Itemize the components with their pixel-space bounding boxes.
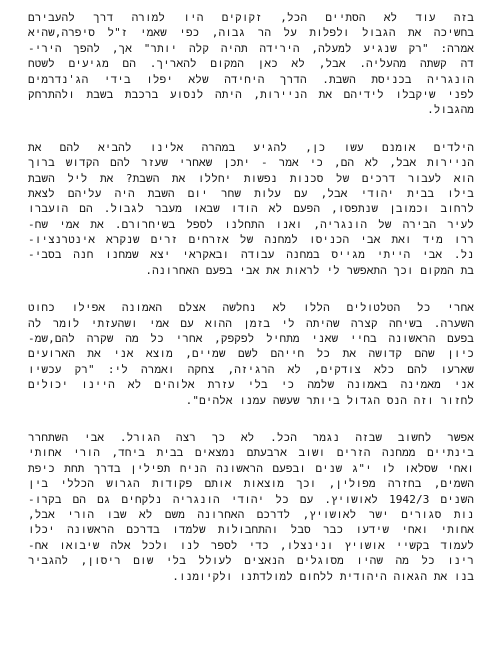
text-line: כיון שהם קדושה את כל חייהם לשם שמיים, מוצא אני את הארועים (28, 347, 474, 361)
text-line: השמים, בחזרה מפולין, וכך מוצאות אותם פקודות הגרוש הכללי בין (28, 477, 474, 491)
text-line: אפשר לחשוב שבזה נגמר הכל. לא כך רצה הגורל. אבי השתחרר (28, 430, 474, 444)
text-line: ואחי שסלאו לו י"ג שנים ובפעם הראשונה הניח תפילין בדרך תחת כיפת (28, 461, 474, 475)
text-line: אמרה: "רק שנגיע למעלה, הירידה תהיה קלה יותר" אך, להפך הירי- (28, 41, 474, 55)
text-line: הניירות אבל, לא הם, כי אמר - יתכן שאחרי שעזר להם הקדוש ברוך (28, 156, 474, 170)
text-line: לעיר הבירה של הונגריה, ואנו התחלנו לספל בשיחרורם. את אמי שח- (28, 217, 474, 231)
text-line: לפני שיקבלו לידיהם את הניירות, היתה לנסוע ברכבת בשבת ולהתרחק (28, 87, 474, 101)
text-line: הונגריה בכניסת השבת. הדרך היחידה שלא יפלו בידי הג'נדרמים (28, 72, 474, 86)
paragraph-3 (28, 300, 474, 408)
text-line: לחזור וזה הנס הגדול ביותר שעשה עמנו אלהים". (185, 393, 474, 407)
text-line: השערה. בשיחה קצרה שהיתה לי בזמן ההוא עם אמי ושהעזתי לומר לה (28, 316, 474, 330)
text-line: נל. אבי הייתי מגייס במחנה עבודה ובאקראי יצא שמחנו חנה בסבי- (28, 248, 474, 262)
text-line: שארעו להם כלא צודקים, לא הרגיזה, צחקה ואמרה לי: "רק עכשיו (28, 362, 474, 376)
text-line: בת המקום וכך התאפשר לי לראות את אבי בפעם האחרונה. (145, 263, 474, 277)
text-line: השנים 1942/3 לאושויץ. עם כל יהודי הונגריה נלקחים גם הם בקרו- (28, 492, 474, 506)
text-line: בזה עוד לא הסתיים הכל, זקוקים היו למורה דרך להעבירם (28, 11, 474, 24)
text-line: אחרי כל הטלטולים הללו לא נחלשה אצלם האמונה אפילו כחוט (28, 301, 474, 315)
document-page (28, 10, 474, 636)
paragraph-spacer (28, 118, 474, 140)
text-line: מהגבול. (427, 103, 474, 117)
text-line: הילדים אומנם עשו כן, להגיע במהרה אלינו להביא להם את (28, 140, 474, 154)
text-line: בנו את הגאוה היהודית ללחום למולדתנו ולקיומנו. (172, 569, 474, 583)
text-line: בילו בבית יהודי אבל, עם עלות שחר יום השבת היה עליהם לצאת (28, 186, 474, 200)
text-line: אני מאמינה באמונה שלמה כי בלי עזרת אלוהים לא היינו יכולים (28, 378, 474, 392)
paragraph-spacer (28, 408, 474, 430)
text-line: לרחוב וכמובן שנתפסו, הפעם לא הודו שבאו מעבר לגבול. הם הועברו (28, 202, 474, 216)
paragraph-spacer (28, 278, 474, 300)
text-line: בפעם הראשונה בחיי שאני מתחיל לפקפק, אחרי כל מה שקרה להם,שמ- (28, 332, 474, 346)
text-line: נות סגורים ישר לאושויץ, לדרכם האחרונה משם לא שבו הורי אבל, (28, 507, 474, 521)
text-line: רינו כל מה שהיו מסוגלים הנאצים לעולל בלי שום ריסון, להגביר (28, 554, 474, 568)
paragraph-1 (28, 10, 474, 118)
text-line: בינתיים ממחנה הזרים ושוב ארבעתם נמצאים בבית ביחד, הורי אחותי (28, 446, 474, 460)
text-line: הוא לעבור דרכים של סכנות נפשות יחללו את השבת? את ליל השבת (28, 171, 474, 185)
text-line: בחשיכה את הגבול ולפלות על הר גבוה, כפי שאמי ז"ל סיפרה,שהיא (28, 26, 474, 40)
text-line: לעמוד בקשיי אושויץ ונינצלו, כדי לספר לנו ולכל אלה שיבואו אח- (28, 538, 474, 552)
paragraph-2 (28, 140, 474, 279)
paragraph-4 (28, 430, 474, 584)
text-line: אחותי ואחי שידעו כבר סבל והתחבולות שלמדו בדרכם הראשונה יכלו (28, 523, 474, 537)
text-line: ררו מיד ואת אבי הכניסו למחנה של אזרחים זרים שנקרא אינטרנציו- (28, 233, 474, 247)
text-line: דה קשתה מהעליה. אבל, לא כאן המקום להאריך. הם מגיעים לשטח (28, 57, 474, 71)
